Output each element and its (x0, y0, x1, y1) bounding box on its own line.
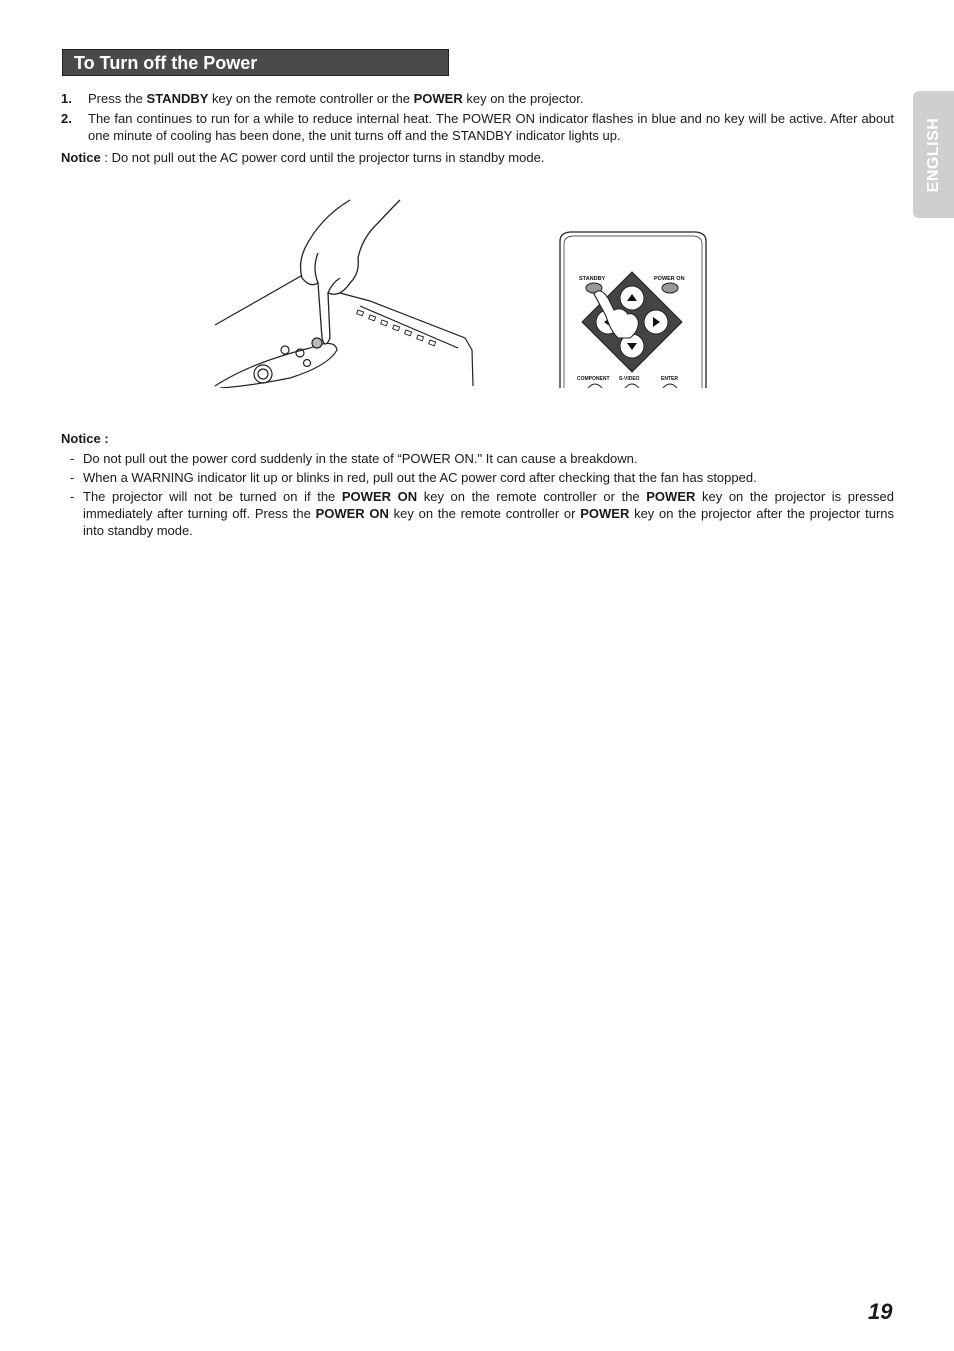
section-title: To Turn off the Power (62, 49, 449, 76)
illustration (210, 198, 710, 388)
notice-key: POWER ON (315, 506, 389, 521)
notice-item-text: key on the projector after the projector turns into standby mode. (83, 506, 895, 538)
notice-item (61, 450, 894, 467)
svideo-label: S-VIDEO (619, 376, 640, 382)
notice-item-text: key on the projector is pressed immediately after turning off. Press the (83, 489, 894, 521)
step-key: POWER (413, 91, 463, 106)
step-1 (61, 90, 894, 107)
notice-item-text: Do not pull out the power cord suddenly in the state of “POWER ON." It can cause a breakdown. (83, 451, 638, 466)
hand-drawing (301, 200, 400, 344)
component-label: COMPONENT (577, 376, 610, 382)
notice-text: : Do not pull out the AC power cord until the projector turns in standby mode. (100, 150, 545, 165)
notice-item (61, 488, 894, 539)
remote-drawing (560, 232, 706, 388)
notice-line (61, 149, 894, 166)
step-number: 2. (61, 111, 72, 126)
notice-item (61, 469, 894, 486)
notice-item-text: The projector will not be turned on if the (83, 489, 342, 504)
step-key: STANDBY (146, 91, 209, 106)
step-text: Press the (88, 91, 147, 106)
page-number: 19 (868, 1299, 893, 1324)
power-on-button (662, 283, 678, 293)
notice-header: Notice : (61, 431, 109, 446)
step-2 (61, 110, 894, 144)
language-tab-label: ENGLISH (924, 117, 942, 192)
notice-key: POWER (646, 489, 696, 504)
notice-key: POWER (580, 506, 630, 521)
step-number: 1. (61, 91, 72, 106)
notice-label: Notice (61, 150, 101, 165)
bullet-dash: - (70, 489, 75, 504)
step-text: The fan continues to run for a while to reduce internal heat. The POWER ON indicator flashes in blue and no key will be active. After about one minute of cooling has been done, the unit turns off and the STANDBY indicator lights up. (88, 111, 894, 143)
language-tab (913, 91, 954, 218)
notice-key: POWER ON (341, 489, 418, 504)
enter-label: ENTER (661, 376, 678, 382)
notice-item-text: key on the remote controller or the (417, 489, 647, 504)
power-on-label: POWER ON (654, 276, 685, 282)
standby-label: STANDBY (579, 276, 606, 282)
step-text: key on the projector. (462, 91, 584, 106)
steps-list (61, 90, 894, 147)
bullet-dash: - (70, 470, 75, 485)
bullet-dash: - (70, 451, 75, 466)
notice-item-text: When a WARNING indicator lit up or blinks in red, pull out the AC power cord after checking that the fan has stopped. (83, 470, 757, 485)
notice-item-text: key on the remote controller or (388, 506, 581, 521)
step-text: key on the remote controller or the (208, 91, 414, 106)
notice-block (61, 430, 894, 541)
